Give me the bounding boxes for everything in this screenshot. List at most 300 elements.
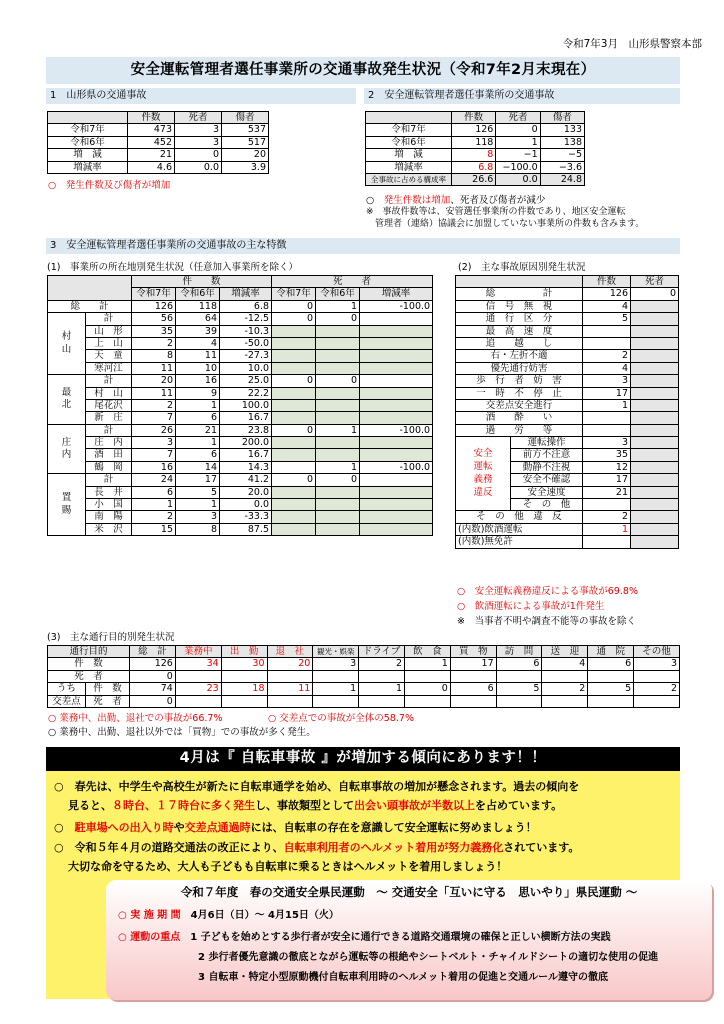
table-row [48, 658, 680, 670]
value-cell: 1 [496, 136, 540, 148]
value-cell: 0.0 [175, 161, 222, 173]
table-row [366, 149, 585, 161]
value-cell: 1 [313, 683, 359, 695]
column-header: 通 院 [588, 646, 634, 658]
row-label: 増減率 [48, 161, 128, 173]
row-label: 計 [86, 474, 132, 486]
row-label: 山 形 [86, 325, 132, 337]
value-cell: 126 [452, 124, 496, 136]
value-cell [359, 670, 405, 682]
value-cell [404, 670, 450, 682]
value-cell [360, 399, 433, 411]
row-label: 酒 田 [86, 449, 132, 461]
table-row [456, 511, 679, 523]
table-row [456, 325, 679, 337]
value-cell: 4 [583, 362, 631, 374]
row-label: 増 減 [48, 149, 128, 161]
row-label: 前方不注意 [511, 449, 583, 461]
value-cell: 20.0 [220, 486, 272, 498]
section-3-heading: 3 安全運転管理者選任事業所の交通事故の主な特徴 [46, 238, 680, 254]
region-label: 最 北 [48, 375, 86, 425]
table-row [48, 646, 680, 658]
header-cell [48, 276, 132, 301]
value-cell: 3 [583, 437, 631, 449]
column-header: 令和7年 [132, 288, 176, 300]
value-cell: 26.6 [452, 173, 496, 185]
table-row [456, 536, 679, 548]
value-cell [272, 449, 316, 461]
value-cell [583, 536, 631, 548]
value-cell: 74 [130, 683, 176, 695]
value-cell [360, 362, 433, 374]
value-cell: 26 [132, 424, 176, 436]
table-row [48, 387, 433, 399]
value-cell [631, 412, 679, 424]
s1-note: ○ 発生件数及び傷者が増加 [48, 180, 171, 191]
value-cell: 24 [132, 474, 176, 486]
value-cell: 17 [176, 474, 220, 486]
value-cell: -100.0 [360, 424, 433, 436]
region-label: 庄 内 [48, 424, 86, 474]
value-cell: 4.6 [128, 161, 175, 173]
table-row [48, 136, 269, 148]
row-label: 長 井 [86, 486, 132, 498]
table-row [48, 412, 433, 424]
value-cell: 4 [542, 658, 588, 670]
t3a-caption: (1) 事業所の所在地別発生状況（任意加入事業所を除く） [47, 262, 298, 273]
value-cell: 20 [132, 375, 176, 387]
value-cell: 2 [583, 350, 631, 362]
row-label: 過 労 等 [456, 424, 583, 436]
column-group-header: 死 者 [272, 276, 433, 288]
row-label: 最 高 速 度 [456, 325, 583, 337]
value-cell: 1 [316, 300, 360, 312]
value-cell: -27.3 [220, 350, 272, 362]
value-cell: 64 [176, 313, 220, 325]
value-cell [316, 399, 360, 411]
value-cell: 0 [316, 375, 360, 387]
row-label: 計 [86, 375, 132, 387]
value-cell: 7 [132, 449, 176, 461]
value-cell [631, 523, 679, 535]
t3b-note-2: ○ 飲酒運転による事故が1件発生 [457, 601, 605, 612]
value-cell [631, 486, 679, 498]
value-cell: 3 [175, 124, 222, 136]
table-row [456, 313, 679, 325]
t3b-note-1: ○ 安全運転義務違反による事故が69.8% [457, 586, 638, 597]
table-row [456, 424, 679, 436]
value-cell: 1 [132, 499, 176, 511]
value-cell: 1 [316, 424, 360, 436]
row-label: 一 時 不 停 止 [456, 387, 583, 399]
row-label: 優先通行妨害 [456, 362, 583, 374]
row-label: 全事故に占める構成率 [366, 173, 452, 185]
value-cell: 3 [634, 658, 680, 670]
value-cell: 22.2 [220, 387, 272, 399]
value-cell [634, 695, 680, 707]
value-cell [360, 325, 433, 337]
value-cell [450, 670, 496, 682]
column-header: 件数 [128, 112, 175, 124]
value-cell [631, 461, 679, 473]
value-cell: 2 [132, 399, 176, 411]
table-row [48, 276, 433, 288]
row-group-label: 交差点 [48, 695, 86, 707]
value-cell [631, 424, 679, 436]
value-cell: 118 [452, 136, 496, 148]
value-cell [631, 449, 679, 461]
row-label: 天 童 [86, 350, 132, 362]
value-cell [631, 313, 679, 325]
table-row [48, 112, 269, 124]
column-header: その他 [634, 646, 680, 658]
value-cell [631, 511, 679, 523]
value-cell [360, 449, 433, 461]
table-row [48, 695, 680, 707]
row-label: そ の 他 [511, 499, 583, 511]
column-header: 死者 [175, 112, 222, 124]
value-cell [272, 486, 316, 498]
table-row [48, 511, 433, 523]
value-cell: 8 [132, 350, 176, 362]
value-cell [634, 670, 680, 682]
value-cell: 17 [583, 474, 631, 486]
value-cell: 87.5 [220, 523, 272, 535]
row-label: 交差点安全進行 [456, 399, 583, 411]
value-cell: −1 [496, 149, 540, 161]
value-cell: 23 [175, 683, 221, 695]
notice-3: ○ 令和５年４月の道路交通法の改正により、自転車利用者のヘルメット着用が努力義務化されています。 [54, 841, 580, 854]
section-1-heading: 1 山形県の交通事故 [46, 88, 356, 104]
value-cell: 0.0 [220, 499, 272, 511]
value-cell: 2 [132, 511, 176, 523]
value-cell: 133 [540, 124, 584, 136]
value-cell: -50.0 [220, 337, 272, 349]
value-cell [583, 424, 631, 436]
section-2-heading: 2 安全運転管理者選任事業所の交通事故 [364, 88, 680, 104]
value-cell: 2 [132, 337, 176, 349]
value-cell: 3 [175, 136, 222, 148]
value-cell: 5 [583, 313, 631, 325]
table-by-cause [455, 275, 679, 549]
value-cell: 6.8 [220, 300, 272, 312]
value-cell [631, 375, 679, 387]
s2-note-2: ※ 事故件数等は、安管選任事業所の件数であり、地区安全運転 [366, 207, 626, 217]
value-cell: 452 [128, 136, 175, 148]
value-cell [631, 350, 679, 362]
value-cell [272, 523, 316, 535]
row-label: (内数)無免許 [456, 536, 583, 548]
row-label: 村 山 [86, 387, 132, 399]
value-cell [631, 325, 679, 337]
notice-2: ○ 駐車場への出入り時や交差点通過時には、自転車の存在を意識して安全運転に努めましょう！ [54, 821, 537, 834]
column-header: 件数 [583, 276, 631, 288]
notice-1: ○ 春先は、中学生や高校生が新たに自転車通学を始め、自転車事故の増加が懸念されます。過去の傾向を [54, 780, 580, 793]
value-cell: 0 [272, 424, 316, 436]
value-cell: 1 [404, 658, 450, 670]
value-cell: 39 [176, 325, 220, 337]
row-label: 寒河江 [86, 362, 132, 374]
value-cell [316, 337, 360, 349]
value-cell [272, 362, 316, 374]
value-cell [360, 375, 433, 387]
row-label: 南 陽 [86, 511, 132, 523]
value-cell: 2 [634, 683, 680, 695]
bicycle-banner: 4月は『 自転車事故 』が増加する傾向にあります！！ [46, 747, 680, 771]
value-cell [316, 511, 360, 523]
value-cell: 6 [588, 658, 634, 670]
value-cell: 25.0 [220, 375, 272, 387]
value-cell [313, 670, 359, 682]
value-cell [267, 670, 313, 682]
value-cell [272, 461, 316, 473]
table-row [456, 337, 679, 349]
value-cell: 0 [130, 695, 176, 707]
value-cell [360, 499, 433, 511]
value-cell: 15 [132, 523, 176, 535]
row-label: 新 庄 [86, 412, 132, 424]
table-row [48, 499, 433, 511]
row-label: 安全不確認 [511, 474, 583, 486]
value-cell: 7 [132, 412, 176, 424]
row-label: 令和6年 [48, 136, 128, 148]
value-cell [360, 523, 433, 535]
table-row [48, 149, 269, 161]
value-cell: 5 [496, 683, 542, 695]
table-row [48, 437, 433, 449]
table-row [48, 375, 433, 387]
column-header: 死者 [496, 112, 540, 124]
column-header: 傷者 [222, 112, 269, 124]
value-cell: −100.0 [496, 161, 540, 173]
column-header: 退 社 [267, 646, 313, 658]
column-header: 訪 問 [496, 646, 542, 658]
column-header: 増減率 [220, 288, 272, 300]
value-cell: 2 [359, 658, 405, 670]
value-cell: 473 [128, 124, 175, 136]
table-row [456, 300, 679, 312]
table-yamagata-accidents [47, 111, 269, 174]
value-cell: 23.8 [220, 424, 272, 436]
t3c-note-3: ○ 業務中、出勤、退社以外では「買物」での事故が多く発生。 [48, 727, 316, 738]
value-cell: -10.3 [220, 325, 272, 337]
value-cell [360, 350, 433, 362]
t3c-note-1: ○ 業務中、出勤、退社での事故が66.7% [48, 713, 223, 724]
row-label: 信 号 無 視 [456, 300, 583, 312]
region-label: 置 賜 [48, 474, 86, 536]
total-label: 総 計 [456, 288, 583, 300]
column-group-header: 件 数 [132, 276, 272, 288]
value-cell: 6 [450, 683, 496, 695]
value-cell: 8 [176, 523, 220, 535]
value-cell: 1 [583, 523, 631, 535]
value-cell [272, 387, 316, 399]
s2-note-1: ○ 発生件数は増加、死者及び傷者が減少 [366, 195, 546, 206]
value-cell: 5 [588, 683, 634, 695]
value-cell: 12 [583, 461, 631, 473]
column-header: 出 勤 [221, 646, 267, 658]
value-cell: 100.0 [220, 399, 272, 411]
total-label: 総 計 [48, 300, 132, 312]
row-label: 動静不注視 [511, 461, 583, 473]
value-cell: 1 [176, 499, 220, 511]
table-row [456, 399, 679, 411]
table-row [48, 325, 433, 337]
value-cell: -12.5 [220, 313, 272, 325]
value-cell [542, 695, 588, 707]
table-row [456, 362, 679, 374]
table-row [48, 124, 269, 136]
row-label: 歩 行 者 妨 害 [456, 375, 583, 387]
value-cell [360, 337, 433, 349]
value-cell: 17 [450, 658, 496, 670]
value-cell: 0 [175, 149, 222, 161]
t3c-caption: (3) 主な通行目的別発生状況 [47, 632, 175, 643]
value-cell: 138 [540, 136, 584, 148]
value-cell: 0 [272, 313, 316, 325]
region-label: 村 山 [48, 313, 86, 375]
value-cell: 30 [221, 658, 267, 670]
row-label: 通 行 区 分 [456, 313, 583, 325]
row-label: 尾花沢 [86, 399, 132, 411]
value-cell: 16.7 [220, 449, 272, 461]
value-cell [631, 387, 679, 399]
value-cell: 3.9 [222, 161, 269, 173]
column-header: ドライブ [359, 646, 405, 658]
column-header: 通行目的 [48, 646, 130, 658]
header-cell [48, 112, 128, 124]
value-cell: 0 [316, 313, 360, 325]
value-cell [631, 300, 679, 312]
value-cell [316, 362, 360, 374]
value-cell: 2 [583, 511, 631, 523]
value-cell [360, 313, 433, 325]
table-row [48, 300, 433, 312]
row-label: 死 者 [86, 695, 130, 707]
value-cell [316, 387, 360, 399]
value-cell: 11 [132, 362, 176, 374]
value-cell: 0 [130, 670, 176, 682]
column-header: 令和6年 [176, 288, 220, 300]
value-cell: 3 [313, 658, 359, 670]
value-cell: 6 [496, 658, 542, 670]
value-cell [583, 412, 631, 424]
value-cell: 0 [272, 300, 316, 312]
value-cell: 126 [132, 300, 176, 312]
value-cell [272, 437, 316, 449]
row-label: 運転操作 [511, 437, 583, 449]
value-cell [631, 536, 679, 548]
column-header: 傷者 [540, 112, 584, 124]
column-header: 送 迎 [542, 646, 588, 658]
value-cell [272, 337, 316, 349]
bicycle-notice [46, 771, 680, 999]
table-row [456, 387, 679, 399]
value-cell: 6 [176, 449, 220, 461]
value-cell: 17 [583, 387, 631, 399]
value-cell: 14 [176, 461, 220, 473]
table-selected-office-accidents [365, 111, 585, 186]
table-row [48, 399, 433, 411]
value-cell [272, 511, 316, 523]
value-cell: 1 [583, 399, 631, 411]
value-cell [583, 337, 631, 349]
campaign-focus-2: 2 歩行者優先意識の徹底とながら運転等の根絶やシートベルト・チャイルドシートの適切な使用の促進 [198, 952, 659, 963]
value-cell: 118 [176, 300, 220, 312]
value-cell: 1 [359, 683, 405, 695]
value-cell: 20 [222, 149, 269, 161]
column-header: 令和6年 [316, 288, 360, 300]
table-row [366, 112, 585, 124]
table-row [456, 437, 679, 449]
notice-1b: 見ると、８時台、１７時台に多く発生し、事故類型として出会い頭事故が半数以上を占めています。 [68, 799, 563, 812]
value-cell: 10 [176, 362, 220, 374]
value-cell [272, 399, 316, 411]
value-cell [404, 695, 450, 707]
value-cell: -33.3 [220, 511, 272, 523]
table-row [48, 523, 433, 535]
value-cell: 1 [176, 399, 220, 411]
column-header: 観光・娯楽 [313, 646, 359, 658]
notice-3b: 大切な命を守るため、大人も子どもも自転車に乗るときはヘルメットを着用しましょう！ [68, 860, 508, 873]
value-cell: 8 [452, 149, 496, 161]
value-cell [316, 499, 360, 511]
value-cell [272, 499, 316, 511]
value-cell [221, 670, 267, 682]
row-label: 令和6年 [366, 136, 452, 148]
column-header: 買 物 [450, 646, 496, 658]
value-cell: 9 [176, 387, 220, 399]
s2-note-3: 管理者（連絡）協議会に加盟していない事業所の件数も含みます。 [366, 219, 645, 229]
value-cell: 0 [272, 474, 316, 486]
value-cell: 20 [267, 658, 313, 670]
value-cell: 14.3 [220, 461, 272, 473]
value-cell: 126 [583, 288, 631, 300]
value-cell: 200.0 [220, 437, 272, 449]
value-cell: 11 [267, 683, 313, 695]
column-header: 死者 [631, 276, 679, 288]
table-row [456, 276, 679, 288]
value-cell [360, 412, 433, 424]
value-cell [316, 350, 360, 362]
value-cell: 34 [175, 658, 221, 670]
value-cell: 517 [222, 136, 269, 148]
row-label: 令和7年 [48, 124, 128, 136]
row-label: 増 減 [366, 149, 452, 161]
row-label: 計 [86, 424, 132, 436]
value-cell: 11 [132, 387, 176, 399]
value-cell: 3 [583, 375, 631, 387]
value-cell: 56 [132, 313, 176, 325]
value-cell [316, 412, 360, 424]
value-cell: −3.6 [540, 161, 584, 173]
table-row [48, 683, 680, 695]
table-row [456, 375, 679, 387]
value-cell [360, 474, 433, 486]
row-label: 計 [86, 313, 132, 325]
row-label: そ の 他 違 反 [456, 511, 583, 523]
table-row [48, 449, 433, 461]
row-label: 上 山 [86, 337, 132, 349]
value-cell: 0 [404, 683, 450, 695]
value-cell: 1 [176, 437, 220, 449]
value-cell: 3 [132, 437, 176, 449]
table-row [48, 424, 433, 436]
value-cell [221, 695, 267, 707]
table-row [48, 350, 433, 362]
value-cell: 21 [583, 486, 631, 498]
value-cell [316, 486, 360, 498]
